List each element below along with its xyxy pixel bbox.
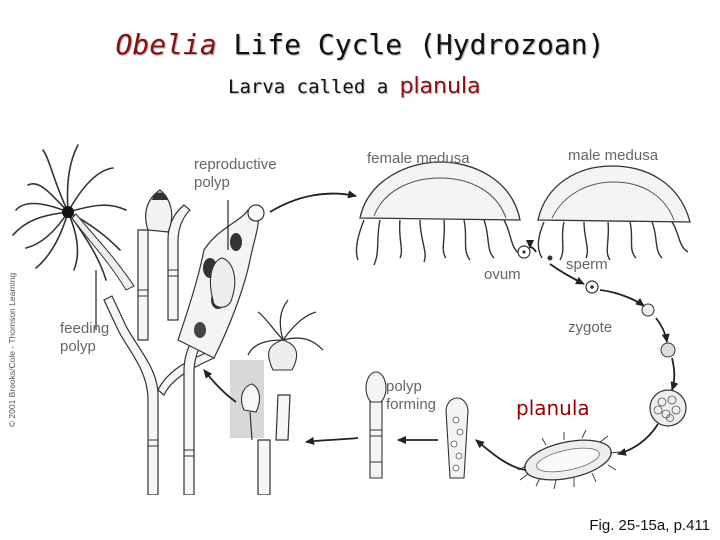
medusa-bud: [230, 233, 242, 251]
feeding-polyp-body: [72, 214, 134, 290]
planula-larva: [518, 430, 620, 489]
label-polyp-forming: polyp forming: [386, 378, 437, 413]
label-male-medusa: male medusa: [568, 147, 659, 164]
lower-polyp-body: [210, 258, 234, 307]
label-ovum: ovum: [484, 266, 521, 283]
feeding-polyp-mouth: [62, 206, 74, 218]
subtitle-text: Larva called a: [228, 76, 400, 98]
subtitle-highlight: planula: [399, 74, 481, 99]
label-zygote: zygote: [568, 319, 613, 336]
figure-caption: Fig. 25-15a, p.411: [589, 517, 710, 534]
slide-subtitle: [228, 74, 481, 99]
slide-title: [0, 28, 720, 61]
copyright-text: © 2001 Brooks/Cole - Thomson Learning: [7, 272, 17, 428]
polyp-forming-stage-1: [366, 372, 386, 478]
female-medusa: [356, 162, 520, 265]
label-feeding-polyp: feeding polyp: [60, 320, 110, 355]
label-planula: planula: [516, 396, 590, 420]
hydranth-cup: [152, 193, 168, 201]
obelia-life-cycle-illustration: [8, 140, 714, 495]
cleavage-4-cell: [661, 343, 675, 357]
title-rest: Life Cycle (Hydrozoan): [216, 28, 605, 61]
sperm: [548, 256, 553, 261]
lower-polyp-head: [269, 340, 297, 370]
title-genus: Obelia: [115, 28, 217, 61]
medusa-bud: [194, 322, 206, 338]
label-female-medusa: female medusa: [367, 150, 470, 167]
polyp-forming-stage-2: [446, 398, 468, 478]
male-medusa: [538, 166, 690, 260]
released-medusa: [248, 205, 264, 221]
label-reproductive-polyp: reproductive polyp: [194, 156, 277, 191]
label-sperm: sperm: [566, 256, 608, 273]
